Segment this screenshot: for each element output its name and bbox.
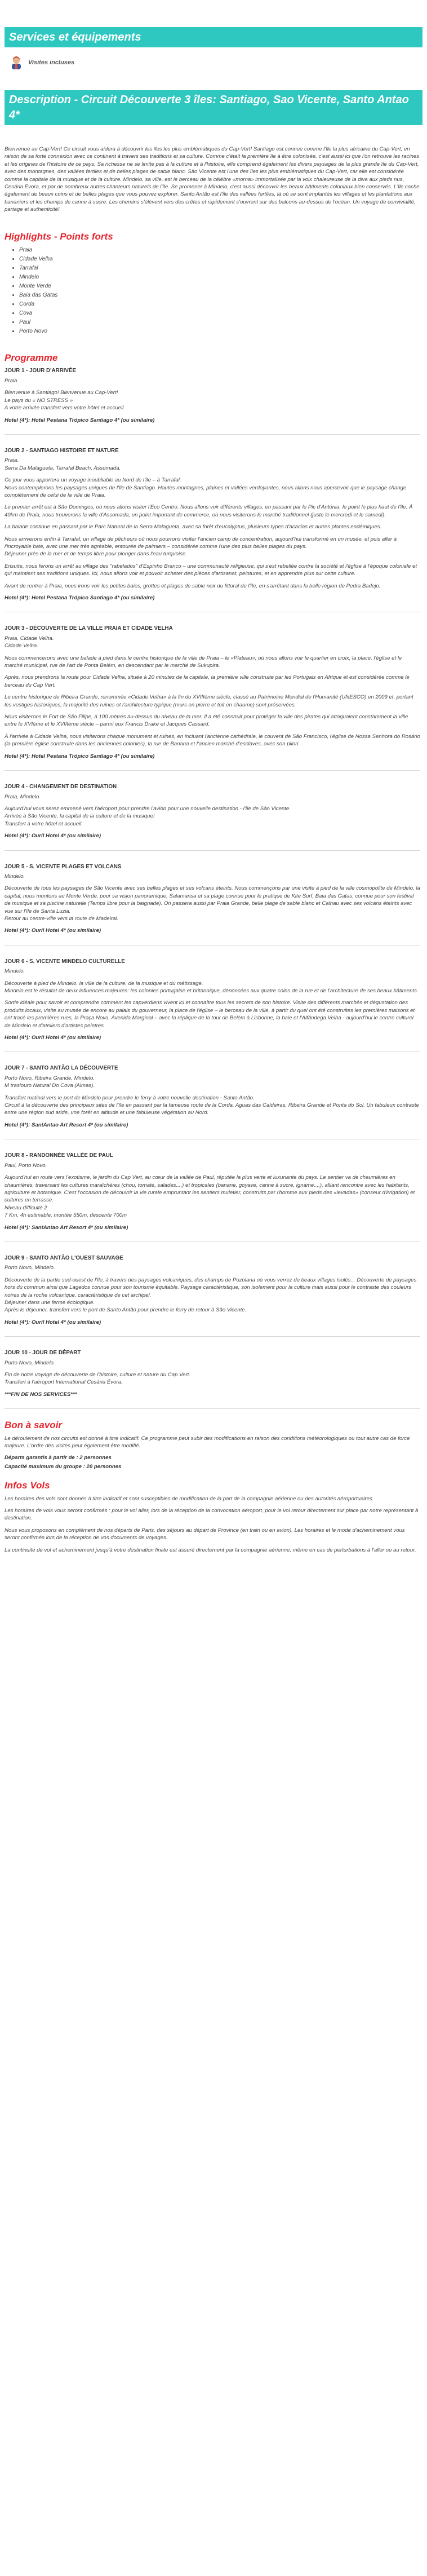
highlight-item: • Tarrafal xyxy=(19,264,420,273)
day-paragraph: Ensuite, nous ferons un arrêt au village des "rabelados" d'Espinho Branco – une communauté religieuse, qui s'est rebellée contre la société et l'église à l'époque coloniale et qui maintient ses traditions uniques. Ici, nous allons voir et pouvoir acheter des pièces d'artisanat, peintures, et en apprendre plus sur cette culture. xyxy=(5,563,417,577)
day-hotel: Hotel (4*): Hotel Pestana Trópico Santiago 4* (ou similaire) xyxy=(5,595,155,601)
programme-day xyxy=(5,783,420,839)
day-paragraph: Découverte à pied de Mindelo, la ville de la culture, de la musique et du métissage. Mindelo est le résultat de deux influences majeures: les colonies portugaise et britannique, dénoncées aux quatre coins de la rue et de l'architecture de ses beaux bâtiments. xyxy=(5,980,419,994)
day-hotel: Hotel (4*): Ouril Hotel 4* (ou similaire) xyxy=(5,1035,101,1041)
description-header xyxy=(5,90,422,125)
description-text: Bienvenue au Cap-Vert! Ce circuit vous aidera à découvrir les îles les plus emblématiques du Cap-Vert! Santiago est connue comme l'île la plus africaine du Cap-Vert, en raison de sa forte connexion avec ce continent à travers ses traditions et sa culture. Comme c'était la première île à être colonisée, c'est aussi ici que l'on retrouve les racines et les origines de l'histoire de ce pays. Sa richesse ne se limite pas à la culture et à l'histoire, elle comprend également les divers paysages de la plus grande île du Cap-Vert, avec des montagnes, des vallées fertiles et de belles plages de sable blanc. São Vicente est l'une des îles les plus emblématiques du Cap-Vert, car elle est considérée comme la capitale de la musique et de la culture. Mindelo, sa ville, est le berceau de la célèbre «morna» immortalisée par la voix chaleureuse de la diva aux pieds nus, Cesária Évora, et par de nombreux autres chanteurs naturels de l'île. Se promener à Mindelo, c'est aussi découvrir les beaux bâtiments coloniaux bien conservés. L'île cache également de beaux coins et de belles plages que vous pouvez explorer. Santo Antão est l'île des vallées fertiles, là où se sont implantés les villages et les plantations aux bananiers et les champs de canne à sucre. Les chemins s'élèvent vers des crêtes et rapidement s'ouvrent sur des balcons au-dessus de l'océan. Un voyage de convivialité, partage et authenticité! xyxy=(5,146,420,213)
day-paragraph: Fin de notre voyage de découverte de l'histoire, culture et nature du Cap Vert. Transfert à l'aéroport International Cesária Évora. xyxy=(5,1372,190,1386)
day-paragraph: Découverte de la partie sud-ouest de l'île, à travers des paysages volcaniques, des champs de Pozolana où vous verrez de beaux villages isolés... Découverte de paysages hors du commun ainsi que Lagedos connue pour son tourisme équitable. Paysage caractéristique, son isolement pour la culture mais aussi pour le contraste des couleurs noires de la roche volcanique, caractéristique de cet archipel. Déjeuner dans une ferme écologique. Après le déjeuner, transfert vers le port de Santo Antão pour prendre le ferry de retour à São Vicente. xyxy=(5,1276,417,1314)
programme-day xyxy=(5,447,420,602)
day-locations: Porto Novo, Mindelo. xyxy=(5,1265,55,1271)
day-locations: Porto Novo, Mindelo. xyxy=(5,1359,55,1366)
highlights-title: Highlights - Points forts xyxy=(5,231,113,242)
day-paragraph: Ce jour vous apportera un voyage inoubliable au Nord de l'île – à Tarrafal. Nous contemplerons les paysages uniques de l'île de Santiago. Hautes montagnes, plaines et vallées verdoyantes, nous allons nous apercevoir que le paysage change complètement de celui de la ville de Praia. xyxy=(5,477,407,498)
programme-day xyxy=(5,1152,420,1231)
infos-vols-p4: La continuité de vol et acheminement jusqu'à votre destination finale est assuré directement par la compagnie aérienne, même en cas de perturbations à l'aller ou au retour. xyxy=(5,1547,416,1553)
highlight-item: • Cova xyxy=(19,309,420,318)
day-locations: Praia. xyxy=(5,377,19,384)
main-content xyxy=(5,145,420,1558)
visits-included-label: Visites incluses xyxy=(28,59,75,66)
services-visits-row xyxy=(9,55,74,70)
highlight-item: • Porto Novo xyxy=(19,327,420,336)
services-title: Services et équipements xyxy=(9,31,141,43)
day-locations: Porto Novo, Ribeira Grande, Mindelo. M traslouro Natural Do Cova (Almas). xyxy=(5,1075,95,1089)
day-title: JOUR 5 - S. VICENTE PLAGES ET VOLCANS xyxy=(5,863,122,870)
day-hotel: Hotel (4*): Ouril Hotel 4* (ou similaire) xyxy=(5,833,101,839)
day-divider xyxy=(5,770,420,771)
programme-day xyxy=(5,625,420,760)
day-paragraph: Nous commencerons avec une balade à pied dans le centre historique de la ville de Praia – le «Plateau», où nous allons voir le quartier en croix, la place, l'église et le marché municipal, rue de l'art de Ponta Belém, en descendant par le marché de Sukupira. xyxy=(5,655,402,669)
day-title: JOUR 10 - JOUR DE DÉPART xyxy=(5,1350,81,1357)
day-title: JOUR 2 - SANTIAGO HISTOIRE ET NATURE xyxy=(5,447,119,454)
highlight-item: • Praia xyxy=(19,246,420,255)
day-hotel: Hotel (4*): Ouril Hotel 4* (ou similaire) xyxy=(5,1319,101,1325)
tour-guide-icon xyxy=(9,55,24,70)
day-divider xyxy=(5,434,420,435)
highlight-item: • Mindelo xyxy=(19,273,420,282)
day-locations: Paul, Porto Novo. xyxy=(5,1162,47,1169)
day-hotel: Hotel (4*): Hotel Pestana Trópico Santiago 4* (ou similaire) xyxy=(5,417,155,423)
day-hotel: Hotel (4*): SantAntao Art Resort 4* (ou similaire) xyxy=(5,1224,128,1231)
highlight-item: • Monte Verde xyxy=(19,282,420,291)
day-title: JOUR 4 - CHANGEMENT DE DESTINATION xyxy=(5,784,117,790)
programme-day xyxy=(5,367,420,423)
description-title: Description - Circuit Découverte 3 îles: Santiago, Sao Vicente, Santo Antao 4* xyxy=(9,94,409,121)
day-paragraph: Le premier arrêt est à São Domingos, où nous allons visiter l'Eco Centro. Nous allons voir différents villages, en passant par le Pic d'Antónia, le point le plus haut de l'île. À 40km de Praia, nous trouverons la ville d'Assomada, un point important de commerce, où nous visiterons le marché traditionnel (juste le mercredi et le samedi). xyxy=(5,504,413,518)
highlight-item: • Paul xyxy=(19,318,420,327)
day-divider xyxy=(5,1336,420,1337)
day-title: JOUR 7 - SANTO ANTÃO LA DÉCOUVERTE xyxy=(5,1065,118,1072)
day-paragraph: Avant de rentrer à Praia, nous irons voir les petites baies, grottes et plages de sable noir du littoral de l'île, en s'arrêtant dans la belle région de Pedra Badejo. xyxy=(5,582,381,589)
day-divider xyxy=(5,1051,420,1052)
bon-a-savoir-title: Bon à savoir xyxy=(5,1420,63,1431)
infos-vols-p2: Les horaires de vols vous seront confirmés : pour le vol aller, lors de la réception de la convocation aéroport, pour le vol retour directement sur place par notre représentant à destination. xyxy=(5,1508,419,1522)
day-title: JOUR 6 - S. VICENTE MINDELO CULTURELLE xyxy=(5,958,125,965)
day-locations: Mindelo. xyxy=(5,873,25,880)
day-paragraph: Aujourd'hui en route vers l'exotisme, le jardin du Cap Vert, au cœur de la vallée de Paul, réputée la plus verte et luxuriante du pays. Le sentier va de chaumières en chaumières, traversant les cultures maraîchères (chou, tomate, salades....) et tropicales (banane, goyave, canne à sucre, igname....), alliant rencontre avec les habitants, agriculture et botanique. C'est l'occasion de découvrir la vie rurale empruntant les sentiers muletier, construits par l'homme aux pieds des «levadas» (conseur d'irrigation) et cultures en terrasse. Niveau difficulté 2 7 Km, 4h estimable, montée 550m, descente 700m xyxy=(5,1174,415,1219)
programme-day xyxy=(5,958,420,1042)
highlights-list xyxy=(5,246,420,336)
end-of-services: ***FIN DE NOS SERVICES*** xyxy=(5,1391,77,1398)
day-locations: Mindelo. xyxy=(5,968,25,975)
services-header xyxy=(5,27,422,47)
day-divider xyxy=(5,1408,420,1409)
capacite-max: Capacité maximum du groupe : 20 personnes xyxy=(5,1463,122,1470)
day-locations: Praia, Cidade Velha. Cidade Velha. xyxy=(5,635,54,649)
day-paragraph: Transfert matinal vers le port de Mindelo pour prendre le ferry à votre nouvelle destination - Santo Antão. Circuit à la découverte des principaux sites de l'île en passant par la fameuse route de la Corda. Aguas das Caldeiras, Ribeira Grande et Ponta do Sol. Un fabuleux contraste entre une région sud aride, une forêt en altitude et une fabuleuse végétation au Nord. xyxy=(5,1094,419,1116)
day-title: JOUR 9 - SANTO ANTÃO L'OUEST SAUVAGE xyxy=(5,1254,123,1261)
day-divider xyxy=(5,1241,420,1242)
day-paragraph: Bienvenue à Santiago! Bienvenue au Cap-Vert! Le pays du « NO STRESS » A votre arrivée transfert vers votre hôtel et accueil. xyxy=(5,390,125,412)
day-hotel: Hotel (4*): Hotel Pestana Trópico Santiago 4* (ou similaire) xyxy=(5,753,155,759)
day-paragraph: Aujourd'hui vous serez emmené vers l'aéroport pour prendre l'avion pour une nouvelle destination - l'île de São Vicente. Arrivée à São Vicente, la capital de la culture et de la musique! Transfert à votre hôtel et accueil. xyxy=(5,805,291,827)
day-paragraph: Le centre historique de Ribeira Grande, renommée «Cidade Velha» à la fin du XVIIIème siècle, classé au Patrimoine Mondial de l'Humanité (UNESCO) en 2009 et, portant les vestiges historiques, la majorité des ruines et l'architecture typique (murs en pierre et toit en chaume) sont préservées. xyxy=(5,694,413,708)
day-paragraph: La balade continue en passant par le Parc Natural de la Serra Malagueta, avec sa forêt d'eucalyptus, plusieurs types d'acacias et autres plantes endémiques. xyxy=(5,524,382,531)
day-title: JOUR 1 - JOUR D'ARRIVÉE xyxy=(5,368,76,374)
programme-day xyxy=(5,1064,420,1129)
programme-day xyxy=(5,1254,420,1326)
programme-days xyxy=(5,367,420,1409)
highlight-item: • Baia das Gatas xyxy=(19,291,420,300)
programme-title: Programme xyxy=(5,352,58,364)
programme-day xyxy=(5,1349,420,1398)
programme-day xyxy=(5,863,420,935)
day-divider xyxy=(5,850,420,851)
day-hotel: Hotel (4*): SantAntao Art Resort 4* (ou similaire) xyxy=(5,1121,128,1128)
highlight-item: • Corda xyxy=(19,300,420,309)
infos-vols-title: Infos Vols xyxy=(5,1480,50,1491)
day-title: JOUR 3 - DÉCOUVERTE DE LA VILLE PRAIA ET CIDADE VELHA xyxy=(5,625,173,632)
day-paragraph: Après, nous prendrons la route pour Cidade Velha, située à 20 minutes de la capitale, la première ville construite par les Portugais en Afrique et est considérée comme le berceau du Cap Vert. xyxy=(5,674,410,688)
day-locations: Praia, Mindelo. xyxy=(5,793,41,800)
infos-vols-p3: Nous vous proposons en complément de nos départs de Paris, des séjours au départ de Province (en train ou en avion). Les horaires et le mode d'acheminement vous seront confirmés lors de la réception de vos documents de voyages. xyxy=(5,1527,405,1541)
highlight-item: • Cidade Velha xyxy=(19,255,420,264)
departs-garantis: Départs garantis à partir de : 2 personnes xyxy=(5,1455,112,1461)
day-title: JOUR 8 - RANDONNÉE VALLÉE DE PAUL xyxy=(5,1152,113,1159)
bon-a-savoir-text: Le déroulement de nos circuits est donné à titre indicatif. Ce programme peut subir des modifications en raison des conditions météorologiques ou tout autre cas de force majeure. L'ordre des visites peut également être modifié. xyxy=(5,1435,410,1450)
day-locations: Praia. Serra Da Malagueta, Tarrafal Beach, Assomada. xyxy=(5,457,121,471)
day-paragraph: Sortie idéale pour savoir et comprendre comment les capverdiens vivent ici et connaître tous les secrets de son histoire. Visite des différents marchés et dégustation des produits locaux, visite au musée de encore au palais du gouverneur, la place de l'église – le berceau de la ville, à partir du quel ont été construites les premières maisons et ont tracé les premières rues, la Praça Nova, Avenida Marginal – avec la réplique de la tour de Belém à Lisbonne, la baie et l'Alfândega Velha - aujourd'hui le centre culturel de Mindelo et d'ateliers d'artistes peintres. xyxy=(5,1000,415,1029)
day-paragraph: Nous visiterons le Fort de São Filipe, à 100 mètres au-dessus du niveau de la mer. Il a été construit pour protéger la ville des pirates qui attaquaient constamment la ville entre le XVIème et le XVIIIème siècle – parmi eux Francis Drake et Jacques Cassard. xyxy=(5,714,408,728)
day-hotel: Hotel (4*): Ouril Hotel 4* (ou similaire) xyxy=(5,927,101,934)
infos-vols-p1: Les horaires des vols sont donnés à titre indicatif et sont susceptibles de modification de la part de la compagnie aérienne ou des autorités aéroportuaires. xyxy=(5,1495,374,1502)
day-paragraph: Nous arriverons enfin à Tarrafal, un village de pêcheurs où nous pourrons visiter l'ancien camp de concentration, aujourd'hui transformé en un musée, et puis aller à l'incroyable baie, avec une mer très agréable, entourée de palmiers – considérée comme l'une des plus belles plages du pays. Déjeuner près de la mer et de temps libre pour plonger dans l'eau turquoise. xyxy=(5,536,397,558)
day-paragraph: À l'arrivée à Cidade Velha, nous visiterons chaque monument et ruines, en incluant l'ancienne cathédrale, le couvent de São Francisco, l'église de Nossa Senhora do Rosário (la première église construite dans les anciennes colonies), la rue de Banana et l'ancien marché d'esclaves, avec son pilori. xyxy=(5,733,420,748)
day-paragraph: Découverte de tous les paysages de São Vicente avec ses belles plages et ses volcans éteints. Nous commençons par une visite à pied de la ville cosmopolite de Mindelo, la capital, nous montons au Monte Verde, pour sa vision panoramique, Salamansa et sa plage connue pour le pratique de Kite Surf, Baia das Gatas, connue pour son festival de musique et sa piscine naturelle (Temps libre pour la baignade). On passera aussi par Praia Grande, belle plage de sable blanc et Calhau avec ses volcans éteints avec vue sur l'île de Santa Luzia. Retour au centre-ville vers la route de Madeiral. xyxy=(5,885,420,922)
